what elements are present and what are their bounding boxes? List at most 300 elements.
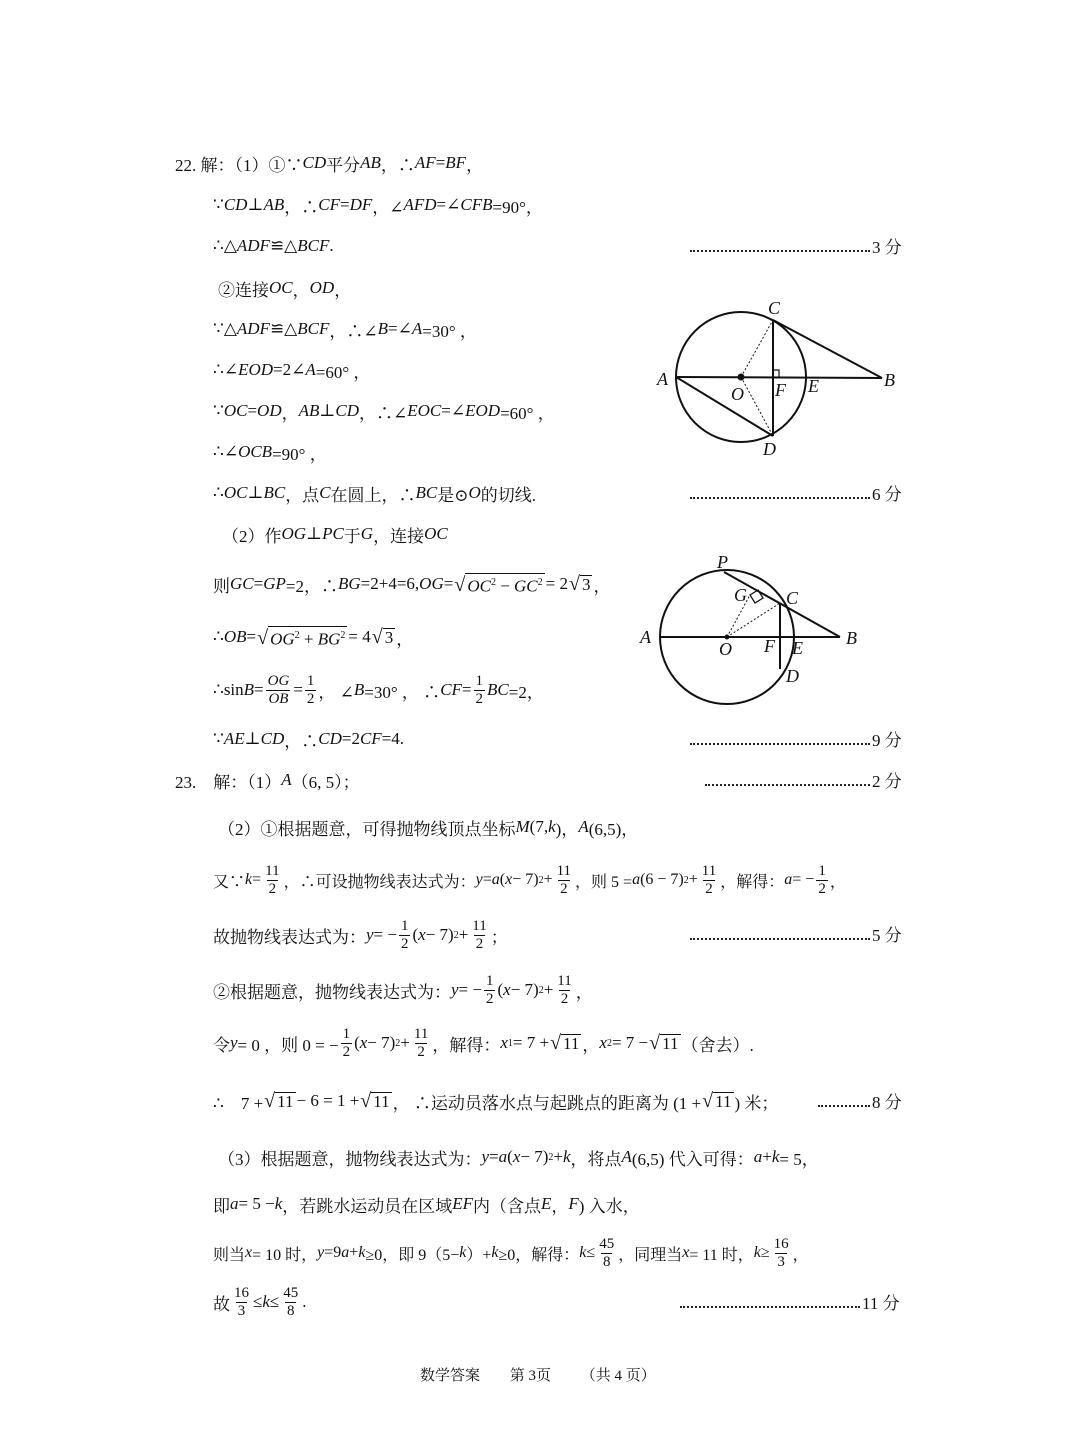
math-variable: x	[418, 925, 426, 944]
math-variable: AB	[263, 195, 285, 214]
text-run: = −	[792, 871, 815, 888]
math-variable: EF	[452, 1194, 474, 1213]
text-run: =9	[324, 1244, 342, 1261]
text-run: 在圆上，∴	[330, 485, 416, 505]
score-label: 11 分	[862, 1294, 900, 1313]
math-variable: B	[353, 680, 365, 699]
math-variable: BCF	[297, 236, 330, 255]
text-run: =	[435, 153, 446, 172]
label-b: B	[846, 628, 857, 648]
math-variable: OD	[257, 401, 282, 420]
text-run: ∵	[213, 729, 224, 748]
fraction-denominator	[474, 690, 486, 708]
answer-line	[213, 910, 508, 960]
text-run: ，	[575, 982, 593, 1002]
math-variable: PC	[322, 524, 344, 543]
segment-cb	[773, 320, 882, 378]
math-variable: CD	[223, 195, 248, 214]
math-variable: A	[305, 360, 316, 379]
math-variable: OC	[223, 401, 248, 420]
dotted-leader	[690, 938, 870, 940]
text-run: ，∴	[380, 155, 415, 175]
segment-ab	[676, 377, 882, 378]
dotted-leader	[690, 497, 870, 499]
radicand	[268, 626, 347, 649]
score-label: 6 分	[872, 485, 902, 504]
score-mark	[690, 481, 902, 505]
dotted-leader	[690, 743, 870, 745]
square-root	[550, 1033, 581, 1053]
fraction-numerator	[305, 673, 317, 690]
text-run: 2	[342, 1043, 351, 1060]
text-run: −	[495, 576, 515, 596]
dotted-leader	[818, 1105, 870, 1107]
square-root	[649, 1033, 680, 1053]
text-run: 45	[283, 1284, 299, 1301]
text-run: = 5 −	[238, 1194, 275, 1213]
math-variable: OC	[424, 524, 448, 543]
text-run: ，若跳水运动员在区域	[282, 1196, 453, 1216]
text-run: 2	[705, 880, 713, 897]
text-run: .	[329, 236, 334, 255]
fraction-numerator	[700, 863, 718, 880]
text-run: ≌△	[269, 319, 298, 338]
text-run: =60° ，	[315, 362, 371, 382]
text-run: ≤	[253, 1292, 263, 1311]
math-variable: y	[317, 1244, 325, 1261]
answer-line	[213, 1277, 306, 1327]
text-run: 2	[417, 1043, 425, 1060]
math-variable: B	[377, 319, 389, 338]
text-run: =2	[341, 729, 360, 748]
math-variable: EOC	[407, 401, 442, 420]
text-run: 2	[268, 880, 277, 897]
math-variable: a	[632, 871, 641, 888]
label-g: G	[734, 585, 747, 605]
superscript: 2	[490, 576, 496, 588]
dotted-leader	[680, 1306, 860, 1308]
fraction-denominator	[559, 990, 571, 1008]
text-run: ，∴∠	[329, 321, 378, 341]
text-run: = 4	[348, 627, 371, 646]
label-f: F	[775, 380, 786, 400]
text-run: （3）根据题意，抛物线表达式为：	[218, 1149, 482, 1169]
math-variable: E	[541, 1194, 552, 1213]
math-variable: CD	[302, 153, 327, 172]
math-variable: a	[230, 1194, 239, 1213]
footer-subject: 数学答案	[420, 1368, 481, 1384]
fraction	[555, 863, 573, 898]
text-run: 11	[662, 1034, 679, 1053]
answer-line	[213, 612, 413, 662]
label-d: D	[786, 666, 799, 686]
text-run: =30° ，	[422, 321, 477, 341]
text-run: ∴ 7 +	[213, 1093, 264, 1113]
math-variable: G	[360, 524, 374, 543]
math-variable: M	[515, 817, 530, 836]
superscript: 2	[294, 629, 300, 641]
subscript: 2	[606, 1037, 612, 1049]
text-run: 3	[384, 628, 394, 647]
text-run: =	[253, 574, 264, 593]
text-run: 11	[472, 917, 487, 934]
fraction-numerator	[484, 973, 496, 990]
math-variable: a	[753, 1147, 763, 1166]
math-variable: OC	[223, 483, 248, 502]
text-run: ，	[292, 280, 310, 300]
text-run: (6,5) 代入可得：	[631, 1149, 754, 1169]
math-variable: k	[562, 1147, 571, 1166]
text-run: 11	[557, 972, 572, 989]
text-run: ∴△	[213, 236, 237, 255]
score-mark	[690, 234, 902, 258]
text-run: 11	[373, 1092, 390, 1111]
math-variable: CD	[260, 729, 285, 748]
fraction-numerator	[555, 863, 573, 880]
fraction-denominator	[285, 1302, 297, 1320]
text-run: 45	[599, 1235, 615, 1252]
text-run: ≌△	[269, 236, 298, 255]
text-run: ，同理当	[618, 1246, 683, 1264]
text-run: = 11 时，	[689, 1246, 754, 1264]
fraction	[772, 1236, 791, 1271]
radicand	[465, 573, 544, 596]
math-variable: DF	[349, 195, 373, 214]
fraction	[399, 918, 411, 953]
math-variable: x	[599, 1033, 607, 1052]
text-run: 2	[306, 690, 315, 707]
text-run: +	[400, 1033, 410, 1052]
answer-line	[222, 509, 448, 559]
text-run: =	[252, 871, 262, 888]
text-run: =60° ，	[500, 403, 555, 423]
superscript: 2	[538, 984, 544, 996]
math-variable: AE	[223, 729, 245, 748]
text-run: =	[254, 680, 264, 699]
radical-sign-icon: √	[569, 573, 580, 595]
text-run: = 7 +	[512, 1033, 550, 1052]
text-run: ⊥	[244, 729, 261, 748]
math-variable: B	[243, 680, 255, 699]
superscript: 2	[395, 1037, 401, 1049]
math-variable: k	[262, 1292, 270, 1311]
answer-line	[218, 1132, 819, 1182]
text-run: 11	[277, 1092, 294, 1111]
answer-line	[213, 559, 610, 609]
text-run: ，将点	[570, 1149, 622, 1169]
text-run: 3	[237, 1302, 246, 1319]
fraction	[597, 1236, 616, 1271]
text-run: − 7)	[425, 925, 454, 944]
fraction-numerator	[597, 1236, 616, 1253]
text-run: 2	[475, 690, 484, 707]
fraction-denominator	[558, 880, 570, 898]
fraction	[263, 863, 281, 898]
text-run: ，∴可设抛物线表达式为：	[283, 873, 476, 891]
math-variable: GC	[514, 576, 538, 596]
fraction	[341, 1026, 353, 1061]
math-variable: ADF	[236, 236, 270, 255]
math-variable: y	[481, 1147, 490, 1166]
superscript: 2	[683, 874, 689, 886]
text-run: （2）作	[222, 526, 282, 546]
text-run: =∠	[436, 195, 461, 214]
text-run: − 6 = 1 +	[296, 1091, 360, 1110]
math-variable: O	[468, 483, 481, 502]
radicand	[660, 1034, 680, 1053]
math-variable: x	[500, 1033, 508, 1052]
math-variable: k	[459, 1244, 467, 1261]
answer-line	[213, 1018, 754, 1068]
text-run: − 7)	[520, 1147, 549, 1166]
fraction-denominator	[601, 1253, 613, 1271]
text-run: ，∠	[372, 197, 404, 217]
math-variable: a	[341, 1244, 350, 1261]
text-run: 平分	[326, 155, 361, 175]
radical-sign-icon: √	[649, 1032, 661, 1054]
text-run: ∴	[213, 627, 224, 646]
subscript: 1	[507, 1037, 513, 1049]
text-run: 2	[485, 990, 494, 1007]
text-run: ∵	[213, 195, 224, 214]
fraction-denominator	[474, 935, 486, 953]
fraction-numerator	[399, 918, 411, 935]
text-run: 令	[213, 1035, 230, 1055]
math-variable: k	[548, 817, 556, 836]
fraction-denominator	[266, 690, 290, 708]
text-run: ，	[792, 1246, 809, 1264]
fraction	[305, 673, 317, 708]
math-variable: AB	[298, 401, 320, 420]
math-variable: GP	[263, 574, 286, 593]
text-run: ∵△	[213, 319, 237, 338]
text-run: 8	[286, 1302, 295, 1319]
math-variable: x	[682, 1244, 690, 1261]
score-label: 9 分	[872, 731, 902, 750]
fraction	[232, 1285, 251, 1320]
text-run: ，解得：	[720, 873, 785, 891]
text-run: ；	[490, 927, 508, 947]
math-variable: a	[498, 1147, 508, 1166]
text-run: = 0 ，则 0 = −	[237, 1035, 339, 1055]
math-variable: A	[621, 1147, 632, 1166]
label-d: D	[763, 439, 776, 459]
math-variable: k	[245, 871, 253, 888]
math-variable: CD	[335, 401, 360, 420]
math-variable: OC	[269, 278, 293, 297]
fraction-denominator	[484, 990, 496, 1008]
fraction	[484, 973, 496, 1008]
footer-total-pages: （共 4 页）	[580, 1368, 656, 1384]
text-run: ，	[582, 1035, 600, 1055]
text-run: ∴	[213, 483, 224, 502]
radical-sign-icon: √	[550, 1032, 562, 1054]
page-footer	[420, 1364, 682, 1385]
text-run: (	[354, 1033, 360, 1052]
text-run: ②连接	[218, 280, 269, 300]
text-run: 2	[560, 990, 569, 1007]
text-run: =2，	[508, 682, 544, 702]
text-run: − 7)	[510, 980, 539, 999]
answer-line	[213, 855, 846, 905]
radical-sign-icon: √	[702, 1090, 714, 1112]
segment-ad	[676, 377, 773, 436]
fraction	[816, 863, 828, 898]
math-variable: OD	[309, 278, 335, 297]
text-run: +	[688, 871, 698, 888]
text-run: ⊥	[306, 524, 323, 543]
text-run: = 7 −	[611, 1033, 649, 1052]
fraction-denominator	[775, 1253, 787, 1271]
math-variable: A	[411, 319, 423, 338]
text-run: 2	[560, 880, 568, 897]
text-run: 23. 解：（1）	[175, 772, 282, 792]
label-c: C	[768, 298, 781, 318]
text-run: =90°，	[492, 197, 543, 217]
text-run: 又∵	[213, 873, 246, 891]
radical-sign-icon: √	[264, 1090, 276, 1112]
math-variable: OCB	[238, 442, 273, 461]
geometry-figure-2	[630, 550, 870, 710]
fraction-denominator	[267, 880, 279, 898]
square-root	[702, 1091, 733, 1111]
text-run: 则当	[213, 1246, 246, 1264]
text-run: ，	[334, 280, 352, 300]
math-variable: y	[366, 925, 374, 944]
text-run: +	[553, 1147, 563, 1166]
text-run: (7,	[529, 817, 549, 836]
label-c: C	[786, 588, 799, 608]
math-variable: C	[319, 483, 331, 502]
text-run: 11	[265, 862, 280, 879]
score-label: 5 分	[872, 926, 902, 945]
text-run: ，点	[285, 485, 320, 505]
answer-line	[213, 665, 544, 715]
math-variable: BC	[487, 680, 509, 699]
text-run: ≤	[269, 1292, 280, 1311]
math-variable: A	[281, 770, 292, 789]
fraction-denominator	[341, 1043, 353, 1061]
text-run: ∴∠	[213, 360, 239, 379]
text-run: ，∴	[284, 197, 319, 217]
math-variable: y	[475, 871, 483, 888]
segment-oc	[741, 320, 773, 377]
text-run: ≥0，解得：	[498, 1246, 580, 1264]
text-run: +	[299, 629, 318, 649]
text-run: +	[458, 925, 469, 944]
score-mark	[680, 1290, 900, 1314]
text-run: 即	[213, 1196, 230, 1216]
superscript: 2	[537, 576, 543, 588]
math-variable: k	[753, 1244, 761, 1261]
text-run: （6, 5）；	[291, 772, 360, 792]
text-run: ≥	[760, 1244, 770, 1261]
text-run: ，	[281, 403, 299, 423]
radicand	[561, 1034, 581, 1053]
square-root	[372, 627, 395, 647]
math-variable: BCF	[297, 319, 330, 338]
text-run: ≤	[586, 1244, 596, 1261]
text-run: ⊥	[319, 401, 336, 420]
text-run: =∠	[441, 401, 466, 420]
text-run: =90° ，	[272, 444, 327, 464]
fraction-numerator	[474, 673, 486, 690]
math-variable: CFB	[460, 195, 493, 214]
fraction	[281, 1285, 300, 1320]
text-run: = 5，	[779, 1149, 819, 1169]
text-run: 16	[234, 1284, 249, 1301]
text-run: = 10 时，	[252, 1246, 318, 1264]
math-variable: AF	[414, 153, 436, 172]
text-run: =2，∴	[285, 576, 338, 596]
text-run: ，	[593, 576, 611, 596]
text-run: ) 入水，	[578, 1196, 640, 1216]
text-run: ⊥	[247, 195, 264, 214]
label-a: A	[640, 627, 651, 647]
math-variable: k	[579, 1244, 587, 1261]
text-run: 2	[400, 935, 409, 952]
answer-line	[218, 802, 638, 852]
text-run: 1	[485, 972, 494, 989]
text-run: ， ∠	[318, 682, 354, 702]
text-run: ≥0，即 9（5−	[365, 1246, 460, 1264]
dotted-leader	[690, 250, 870, 252]
text-run: ⊥	[247, 483, 264, 502]
math-variable: CD	[318, 729, 342, 748]
math-variable: AFD	[403, 195, 437, 214]
fraction-numerator	[772, 1236, 791, 1253]
segment-oc	[727, 603, 780, 637]
geometry-figure-1	[640, 290, 920, 470]
math-variable: k	[358, 1244, 366, 1261]
superscript: 2	[548, 1151, 554, 1163]
fraction-numerator	[412, 1026, 430, 1043]
text-run: 22. 解：（1）①∵	[175, 155, 303, 175]
text-run: =	[443, 574, 454, 593]
square-root	[264, 1091, 295, 1111]
text-run: ) 米；	[734, 1093, 779, 1113]
text-run: 1	[475, 672, 484, 689]
label-b: B	[884, 370, 895, 390]
text-run: ∵	[213, 401, 224, 420]
text-run: 1	[400, 917, 409, 934]
text-run: 故抛物线表达式为：	[213, 927, 366, 947]
text-run: )，	[555, 819, 579, 839]
label-f: F	[764, 636, 775, 656]
text-run: =	[461, 680, 472, 699]
score-mark	[690, 727, 902, 751]
text-run: =	[246, 627, 257, 646]
answer-line	[213, 1228, 809, 1278]
text-run: 8	[602, 1253, 611, 1270]
score-label: 3 分	[872, 238, 902, 257]
label-e: E	[808, 376, 819, 396]
text-run: 的切线.	[480, 485, 537, 505]
fraction-numerator	[555, 973, 573, 990]
text-run: =	[489, 1147, 499, 1166]
math-variable: ADF	[236, 319, 270, 338]
text-run: 故	[213, 1294, 230, 1314]
text-run: 于	[343, 526, 361, 546]
math-variable: x	[512, 1147, 521, 1166]
fraction-denominator	[703, 880, 715, 898]
fraction-numerator	[470, 918, 488, 935]
fraction-denominator	[236, 1302, 248, 1320]
math-variable: BC	[415, 483, 438, 502]
text-run: ，	[396, 629, 414, 649]
fraction-numerator	[281, 1285, 300, 1302]
text-run: =2+4=6,	[360, 574, 420, 593]
